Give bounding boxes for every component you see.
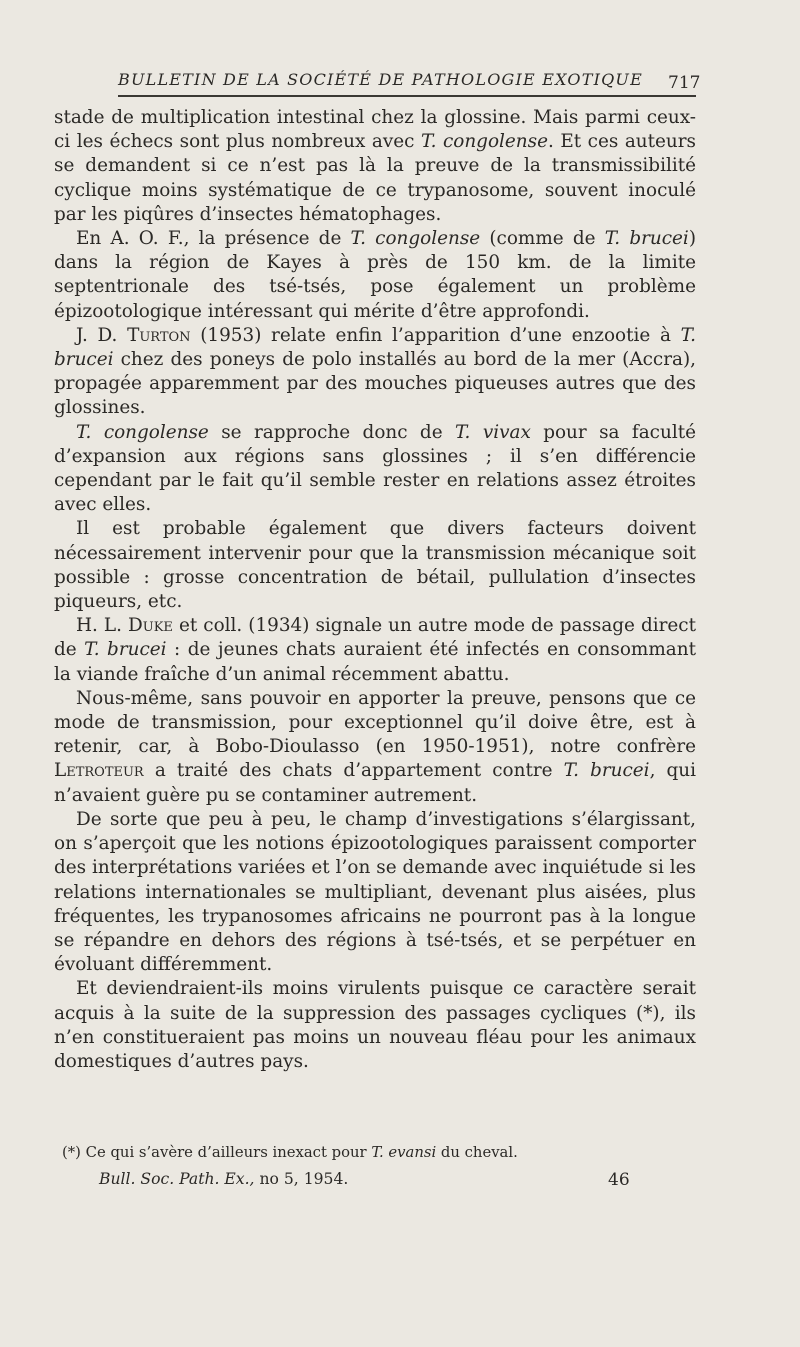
text-run: : de jeunes chats auraient été infectés en consommant la viande fraîche d’un animal récemment abattu.: [54, 639, 696, 685]
body-paragraph: [54, 687, 696, 808]
text-run: . Et ces auteurs se demandent si ce n’est pas là la preuve de la transmissibilité cyclique moins systématique de ce trypanosome, souvent inoculé par les piqûres d’insectes hématophages.: [54, 131, 696, 225]
italic-term: T. brucei: [84, 639, 167, 661]
body-paragraph: [54, 517, 696, 614]
italic-term: T. brucei: [54, 324, 696, 371]
text-run: J. D.: [76, 324, 128, 346]
article-body: [54, 106, 696, 1074]
text-run: En A. O. F., la présence de: [76, 228, 351, 250]
text-run: et coll. (1934) signale un autre mode de passage direct de: [54, 615, 696, 661]
body-paragraph: [54, 977, 696, 1074]
text-run: (1953) relate enfin l’apparition d’une enzootie à: [190, 324, 681, 346]
author-name: Letroteur: [54, 760, 144, 782]
italic-term: T. brucei: [604, 228, 689, 250]
text-run: pour sa faculté d’expansion aux régions sans glossines ; il s’en différencie cependant par le fait qu’il semble rester en relations assez étroites avec elles.: [54, 421, 696, 516]
footnote-text-after: du cheval.: [436, 1144, 518, 1161]
text-run: a traité des chats d’appartement contre: [143, 760, 564, 782]
text-run: , qui n’avaient guère pu se contaminer autrement.: [54, 760, 696, 806]
footnote: [62, 1144, 682, 1161]
author-name: Turton: [127, 324, 191, 346]
citation-journal: Bull. Soc. Path. Ex.,: [99, 1170, 255, 1188]
body-paragraph: [54, 227, 696, 324]
page-number: 717: [668, 73, 701, 93]
italic-term: T. vivax: [455, 421, 531, 443]
running-title: BULLETIN DE LA SOCIÉTÉ DE PATHOLOGIE EXOTIQUE: [118, 70, 643, 89]
text-run: ) dans la région de Kayes à près de 150 km. de la limite septentrionale des tsé-tsés, pose également un problème épizootologique intéressant qui mérite d’être approfondi.: [54, 228, 697, 322]
body-paragraph: [54, 324, 696, 421]
footnote-species: T. evansi: [371, 1144, 437, 1161]
italic-term: T. congolense: [76, 421, 209, 443]
header-rule: [118, 95, 696, 97]
footnote-text-before: Ce qui s’avère d’ailleurs inexact pour: [80, 1144, 372, 1161]
text-run: se rapproche donc de: [208, 421, 455, 443]
journal-citation: [99, 1170, 348, 1188]
text-run: H. L.: [76, 615, 129, 637]
text-run: Il est probable également que divers facteurs doivent nécessairement intervenir pour que la transmission mécanique soit possible : grosse concentration de bétail, pullulation d’insectes piqueurs, etc.: [54, 518, 696, 613]
text-run: Et deviendraient-ils moins virulents puisque ce caractère serait acquis à la suite de la suppression des passages cycliques (*), ils n’en constitueraient pas moins un nouveau fléau pour les animaux domestiques d’autres pays.: [54, 978, 696, 1072]
body-paragraph: [54, 421, 696, 518]
author-name: Duke: [128, 615, 173, 637]
citation-issue: no 5, 1954.: [254, 1170, 349, 1188]
italic-term: T. congolense: [350, 228, 481, 250]
italic-term: T. brucei: [563, 760, 650, 782]
footnote-marker: (*): [62, 1144, 81, 1161]
text-run: (comme de: [480, 228, 605, 250]
text-run: chez des poneys de polo installés au bord de la mer (Accra), propagée apparemment par des mouches piqueuses autres que des glossines.: [54, 349, 696, 419]
body-paragraph: [54, 106, 696, 227]
text-run: De sorte que peu à peu, le champ d’investigations s’élargissant, on s’aperçoit que les notions épizootologiques paraissent comporter des interprétations variées et l’on se demande avec inquiétude si les relations internationales se multipliant, devenant plus aisées, plus fréquentes, les trypanosomes africains ne pourront pas à la longue se répandre en dehors des régions à tsé-tsés, et se perpétuer en évoluant différemment.: [54, 808, 696, 976]
text-run: stade de multiplication intestinal chez la glossine. Mais parmi ceux-ci les échecs sont plus nombreux avec: [54, 107, 696, 153]
body-paragraph: [54, 614, 696, 687]
text-run: Nous-même, sans pouvoir en apporter la preuve, pensons que ce mode de transmission, pour exceptionnel qu’il doive être, est à retenir, car, à Bobo-Dioulasso (en 1950-1951), notre confrère: [54, 687, 696, 758]
body-paragraph: [54, 808, 696, 977]
signature-number: 46: [608, 1170, 630, 1190]
italic-term: T. congolense: [421, 131, 548, 153]
